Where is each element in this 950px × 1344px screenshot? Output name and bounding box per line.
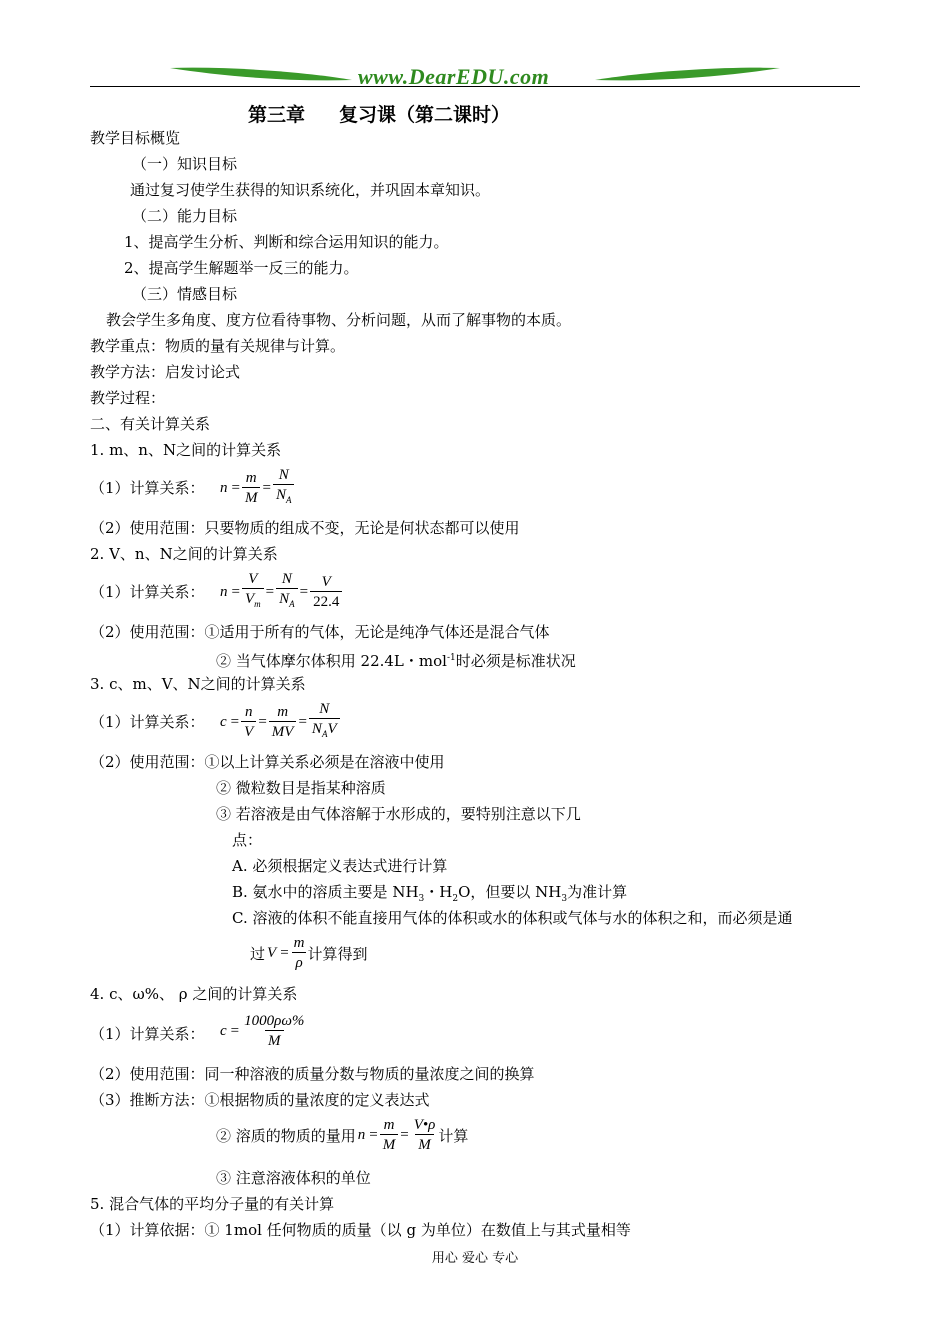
s3-calc-label: （1）计算关系： xyxy=(90,713,205,731)
s2-title: 2. V、n、N之间的计算关系 xyxy=(90,545,278,563)
teaching-method: 教学方法：启发讨论式 xyxy=(90,363,241,381)
knowledge-goal-heading: （一）知识目标 xyxy=(132,155,238,173)
s2-formula: n = $\frac{V}{V_m}$ = $\frac{N}{N_A}$ = $\frac{V}{22.4}$ xyxy=(218,570,342,614)
ability-goal-2: 2、提高学生解题举一反三的能力。 xyxy=(124,259,359,277)
s1-formula: n = $\frac{m}{M}$ = $\frac{N}{N_A}$ xyxy=(218,466,294,510)
site-url[interactable]: www.DearEDU.com xyxy=(358,64,550,89)
s3-note-c: C. 溶液的体积不能直接用气体的体积或水的体积或气体与水的体积之和，而必须是通 xyxy=(232,909,793,927)
page-title: 第三章 复习课（第二课时） xyxy=(248,104,511,126)
s3-range-2: ② 微粒数目是指某种溶质 xyxy=(216,779,386,797)
s4-calc-label: （1）计算关系： xyxy=(90,1025,205,1043)
s4-infer-1: （3）推断方法：①根据物质的量浓度的定义表达式 xyxy=(90,1091,430,1109)
emotion-goal-text: 教会学生多角度、度方位看待事物、分析问题，从而了解事物的本质。 xyxy=(106,311,572,329)
s3-range-3: ③ 若溶液是由气体溶解于水形成的，要特别注意以下几 xyxy=(216,805,581,823)
s2-range-2: ② 当气体摩尔体积用 22.4L・mol$^{-1}$时必须是标准状况 xyxy=(216,652,576,670)
page-footer: 用心 爱心 专心 xyxy=(431,1251,519,1266)
s3-note-c2: 过 V = $\frac{m}{\rho}$ 计算得到 xyxy=(250,935,368,971)
ability-goal-heading: （二）能力目标 xyxy=(132,207,238,225)
teaching-process: 教学过程： xyxy=(90,389,166,407)
s3-formula: c = $\frac{n}{V}$ = $\frac{m}{MV}$ = $\frac{N}{N_AV}$ xyxy=(218,700,340,744)
s2-calc-label: （1）计算关系： xyxy=(90,583,205,601)
section-calc-relations: 二、有关计算关系 xyxy=(90,415,211,433)
s3-title: 3. c、m、V、N之间的计算关系 xyxy=(90,675,306,693)
objectives-heading: 教学目标概览 xyxy=(90,129,181,147)
ability-goal-1: 1、提高学生分析、判断和综合运用知识的能力。 xyxy=(124,233,449,251)
s4-formula: c = $\frac{1000\rho\omega\%}{M}$ xyxy=(220,1013,305,1049)
s3-note-a: A. 必须根据定义表达式进行计算 xyxy=(232,857,448,875)
s4-infer-2: ② 溶质的物质的量用 n = $\frac{m}{M}$ = $\frac{V•\rho}{M}$ 计算 xyxy=(216,1117,469,1153)
s4-title: 4. c、ω%、 ρ 之间的计算关系 xyxy=(90,985,298,1003)
teaching-focus: 教学重点：物质的量有关规律与计算。 xyxy=(90,337,346,355)
s5-title: 5. 混合气体的平均分子量的有关计算 xyxy=(90,1195,335,1213)
header-rule xyxy=(90,86,860,87)
s3-range-1: （2）使用范围：①以上计算关系必须是在溶液中使用 xyxy=(90,753,445,771)
s5-basis: （1）计算依据：① 1mol 任何物质的质量（以 g 为单位）在数值上与其式量相等 xyxy=(90,1221,631,1239)
s2-range-1: （2）使用范围：①适用于所有的气体，无论是纯净气体还是混合气体 xyxy=(90,623,550,641)
knowledge-goal-text: 通过复习使学生获得的知识系统化，并巩固本章知识。 xyxy=(130,181,491,199)
s1-title: 1. m、n、N之间的计算关系 xyxy=(90,441,282,459)
s3-note-b: B. 氨水中的溶质主要是 $NH_3$・$H_2O$，但要以 $NH_3$为准计算 xyxy=(232,883,628,904)
s1-calc-label: （1）计算关系： xyxy=(90,479,205,497)
s1-range: （2）使用范围：只要物质的组成不变，无论是何状态都可以使用 xyxy=(90,519,520,537)
s3-range-3b: 点： xyxy=(232,831,263,849)
s4-infer-3: ③ 注意溶液体积的单位 xyxy=(216,1169,371,1187)
emotion-goal-heading: （三）情感目标 xyxy=(132,285,238,303)
s4-range: （2）使用范围：同一种溶液的质量分数与物质的量浓度之间的换算 xyxy=(90,1065,535,1083)
